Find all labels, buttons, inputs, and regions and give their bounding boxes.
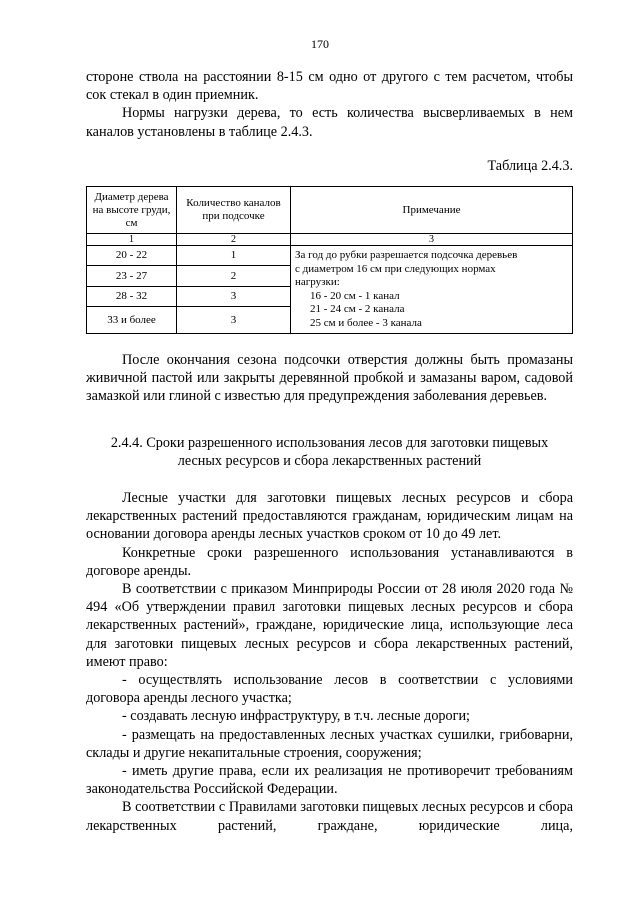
note-cell [291, 246, 573, 334]
note-item: 16 - 20 см - 1 канал [310, 289, 400, 302]
channels-cell: 3 [177, 307, 291, 334]
section-body [86, 489, 573, 835]
list-item: - создавать лесную инфраструктуру, в т.ч. лесные дороги; [122, 708, 470, 725]
column-header: Диаметр дерева на высоте груди, см [87, 187, 177, 234]
table-row [87, 246, 573, 266]
channels-cell: 2 [177, 266, 291, 286]
diameter-cell: 28 - 32 [87, 286, 177, 306]
diameter-cell: 23 - 27 [87, 266, 177, 286]
channels-cell: 3 [177, 286, 291, 306]
paragraph: стороне ствола на расстоянии 8-15 см одно от другого с тем расчетом, чтобы сок стекал в один приемник. [86, 69, 573, 104]
note-line: За год до рубки разрешается подсочка деревьев [295, 249, 518, 261]
intro-text [86, 68, 573, 141]
channels-cell: 1 [177, 246, 291, 266]
heading-line: лесных ресурсов и сбора лекарственных растений [177, 453, 482, 470]
norms-table [86, 186, 573, 334]
paragraph: В соответствии с приказом Минприроды России от 28 июля 2020 года № 494 «Об утверждении правил заготовки пищевых лесных ресурсов и сбора лекарственных растений», граждане, юридические лица, использующие леса для заготовки пищевых лесных ресурсов и сбора лекарственных растений, имеют право: [86, 581, 573, 670]
paragraph: Нормы нагрузки дерева, то есть количества высверливаемых в нем каналов установлены в таблице 2.4.3. [86, 105, 573, 140]
list-item: - иметь другие права, если их реализация не противоречит требованиям законодательства Российской Федерации. [86, 763, 573, 798]
note-line: нагрузки: [295, 276, 340, 288]
paragraph: После окончания сезона подсочки отверстия должны быть промазаны живичной пастой или закрыты деревянной пробкой и замазаны варом, садовой замазкой или глиной с известью для предупреждения заболевания деревьев. [86, 352, 573, 405]
column-number-row [87, 234, 573, 246]
section-heading [86, 434, 573, 470]
paragraph: Лесные участки для заготовки пищевых лесных ресурсов и сбора лекарственных растений предоставляются гражданам, юридическим лицам на основании договора аренды лесных участков сроком от 10 до 49 лет. [86, 490, 573, 543]
after-table-text [86, 351, 573, 406]
table-caption: Таблица 2.4.3. [487, 158, 573, 174]
list-item: - осуществлять использование лесов в соответствии с условиями договора аренды лесного участка; [86, 672, 573, 707]
column-header: Примечание [291, 187, 573, 234]
column-number: 2 [177, 234, 291, 246]
column-number: 1 [87, 234, 177, 246]
list-item: - размещать на предоставленных лесных участках сушилки, грибоварни, склады и другие некапитальные строения, сооружения; [86, 726, 573, 761]
page-number: 170 [311, 37, 329, 51]
table-header-row [87, 187, 573, 234]
diameter-cell: 33 и более [87, 307, 177, 334]
paragraph: В соответствии с Правилами заготовки пищевых лесных ресурсов и сбора лекарственных растений, граждане, юридические лица, [86, 799, 573, 834]
column-header: Количество каналов при подсочке [177, 187, 291, 234]
paragraph: Конкретные сроки разрешенного использования устанавливаются в договоре аренды. [86, 544, 573, 579]
heading-line: 2.4.4. Сроки разрешенного использования лесов для заготовки пищевых [110, 435, 549, 451]
diameter-cell: 20 - 22 [87, 246, 177, 266]
note-item: 21 - 24 см - 2 канала [310, 303, 405, 315]
note-line: с диаметром 16 см при следующих нормах [295, 262, 496, 275]
column-number: 3 [291, 234, 573, 246]
note-item: 25 см и более - 3 канала [310, 316, 422, 329]
